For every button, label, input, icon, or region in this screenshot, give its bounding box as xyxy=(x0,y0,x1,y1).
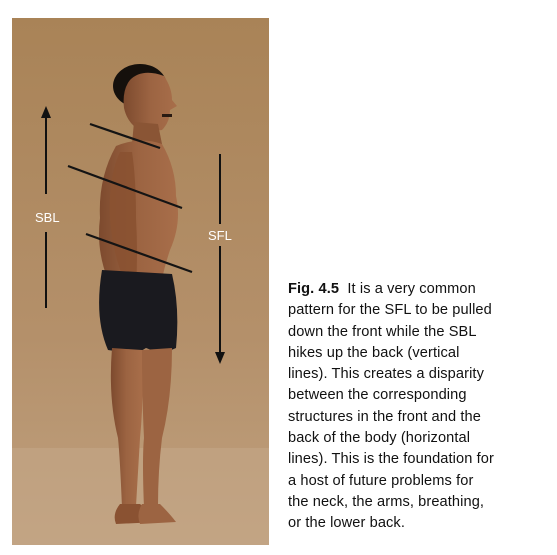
figure-caption xyxy=(288,279,550,535)
caption-line-0 xyxy=(288,279,550,300)
photo-floor xyxy=(12,448,269,545)
sfl-label: SFL xyxy=(208,228,232,243)
figure-photo xyxy=(12,18,269,545)
caption-line-7: back of the body (horizontal xyxy=(288,430,471,447)
caption-line-11: or the lower back. xyxy=(288,515,405,532)
caption-line-1: pattern for the SFL to be pulled xyxy=(288,302,492,319)
caption-line-2: down the front while the SBL xyxy=(288,323,477,340)
sbl-label: SBL xyxy=(35,210,60,225)
caption-line-4: lines). This creates a disparity xyxy=(288,366,484,383)
caption-first-text: It is a very common xyxy=(347,281,476,297)
caption-line-3: hikes up the back (vertical xyxy=(288,344,460,361)
caption-line-9: a host of future problems for xyxy=(288,472,474,489)
caption-line-5: between the corresponding xyxy=(288,387,467,404)
figure-label: Fig. 4.5 xyxy=(288,281,340,297)
caption-line-10: the neck, the arms, breathing, xyxy=(288,493,485,510)
posture-illustration xyxy=(12,18,269,545)
caption-line-8: lines). This is the foundation for xyxy=(288,451,494,468)
caption-line-6: structures in the front and the xyxy=(288,408,481,425)
